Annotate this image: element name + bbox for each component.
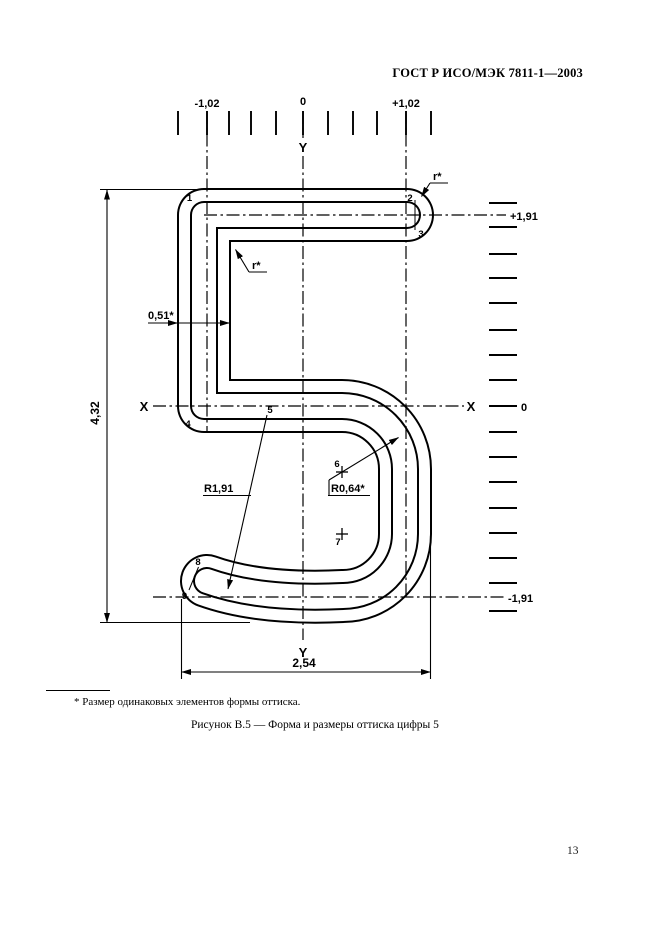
height-dim-label: 4,32: [88, 401, 102, 425]
point-1: 1: [186, 193, 193, 204]
point-8: 8: [195, 557, 201, 568]
stroke-dim-label: 0,51*: [148, 310, 174, 322]
point-6: 6: [334, 459, 340, 470]
top-ruler: [178, 111, 431, 135]
top-ruler-label-pos: +1,02: [392, 98, 420, 110]
point-3: 3: [418, 229, 424, 240]
x-axis-label-right: X: [466, 399, 476, 414]
point-4: 4: [185, 419, 191, 430]
corner-radius-inner-label: r*: [252, 260, 261, 272]
point-5: 5: [267, 405, 273, 416]
y-axis-label-top: Y: [298, 140, 308, 155]
corner-radius-inner-leader: [236, 250, 250, 273]
radius-large-label: R1,91: [204, 483, 234, 495]
corner-radius-inner-callout: [236, 250, 268, 273]
point-7: 7: [335, 537, 341, 548]
radius-small-label: R0,64*: [331, 483, 365, 495]
top-ruler-label-zero: 0: [299, 96, 307, 108]
page-number: 13: [567, 845, 579, 857]
radius-large-leader: [228, 415, 267, 589]
footnote-text: * Размер одинаковых элементов формы оттиска.: [74, 696, 301, 708]
document-header: ГОСТ Р ИСО/МЭК 7811-1—2003: [392, 66, 583, 80]
right-ruler: [489, 203, 517, 611]
radius-center-marks: [336, 466, 348, 540]
top-ruler-label-neg: -1,02: [194, 98, 220, 110]
point-2: 2: [407, 193, 413, 204]
y-axis-label-bottom: Y: [298, 645, 308, 660]
right-ruler-label-zero: 0: [521, 402, 528, 414]
figure-caption: Рисунок В.5 — Форма и размеры оттиска цифры 5: [191, 719, 439, 731]
footnote-rule: [46, 690, 110, 691]
right-ruler-label-neg: -1,91: [508, 593, 534, 605]
x-axis-label-left: X: [139, 399, 149, 414]
corner-radius-top-callout: [422, 171, 449, 197]
corner-radius-top-leader: [422, 183, 431, 197]
width-dim-label: 2,54: [292, 656, 316, 670]
corner-radius-top-label: r*: [433, 171, 442, 183]
point-9: 9: [181, 591, 188, 602]
right-ruler-label-pos: +1,91: [510, 211, 538, 223]
